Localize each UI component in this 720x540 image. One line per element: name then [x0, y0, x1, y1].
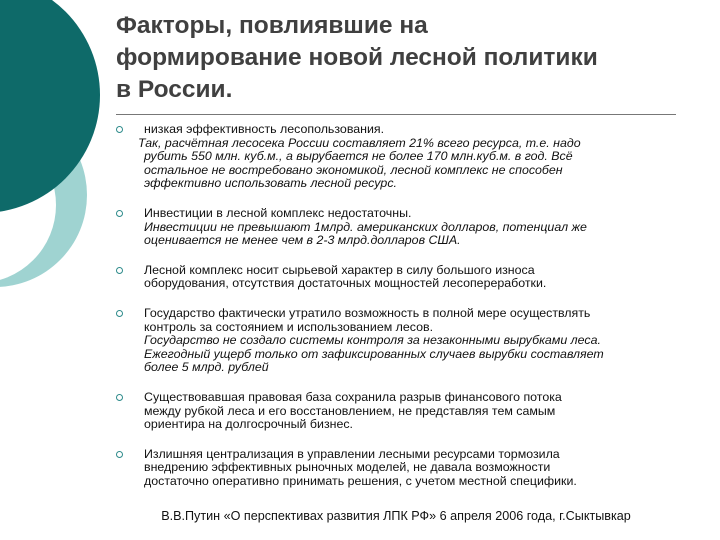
item-detail-line: Инвестиции не превышают 1млрд. американских долларов, потенциал же: [144, 219, 587, 234]
factor-list: [116, 123, 676, 488]
item-main-line: достаточно оперативно принимать решения, с учетом местной специфики.: [144, 473, 577, 488]
circle-bullet-icon: [116, 267, 123, 274]
circle-bullet-icon: [116, 451, 123, 458]
item-main-line: между рубкой леса и его восстановлением, не представляя тем самым: [144, 403, 556, 418]
list-item: [116, 123, 676, 191]
item-detail-line: Государство не создало системы контроля за незаконными вырубками леса.: [144, 333, 601, 348]
list-item: [116, 307, 676, 375]
list-item: [116, 207, 676, 248]
item-main-line: Лесной комплекс носит сырьевой характер в силу большого износа: [144, 262, 535, 277]
item-main-line: Инвестиции в лесной комплекс недостаточны.: [144, 205, 412, 220]
slide-title: [116, 10, 696, 106]
list-item: [116, 391, 676, 432]
decorative-circles: [0, 0, 110, 300]
item-main-line: низкая эффективность лесопользования.: [144, 122, 385, 136]
circle-bullet-icon: [116, 126, 123, 133]
item-main-line: оборудования, отсутствия достаточных мощностей лесопереработки.: [144, 276, 547, 291]
circle-bullet-icon: [116, 394, 123, 401]
item-detail-line: остальное не востребовано экономикой, лесной комплекс не способен: [144, 162, 563, 177]
item-detail-line: оценивается не менее чем в 2-3 млрд.долларов США.: [144, 233, 461, 248]
circle-bullet-icon: [116, 310, 123, 317]
item-main-line: Государство фактически утратило возможность в полной мере осуществлять: [144, 305, 591, 320]
item-main-line: Излишняя централизация в управлении лесными ресурсами тормозила: [144, 446, 560, 461]
source-citation: В.В.Путин «О перспективах развития ЛПК РФ» 6 апреля 2006 года, г.Сыктывкар: [161, 509, 631, 523]
title-line-3: в России.: [116, 76, 233, 103]
item-detail-line: более 5 млрд. рублей: [144, 360, 269, 375]
title-line-1: Факторы, повлиявшие на: [116, 12, 428, 39]
title-divider: [116, 114, 676, 115]
item-detail-line: Так, расчётная лесосека России составляет 21% всего ресурса, т.е. надо: [138, 135, 581, 150]
item-detail-line: рубить 550 млн. куб.м., а вырубается не более 170 млн.куб.м. в год. Всё: [144, 149, 573, 164]
item-main-line: ориентира на долгосрочный бизнес.: [144, 417, 353, 432]
item-detail-line: эффективно использовать лесной ресурс.: [144, 176, 397, 191]
title-line-2: формирование новой лесной политики: [116, 44, 598, 71]
circle-bullet-icon: [116, 210, 123, 217]
item-detail-line: Ежегодный ущерб только от зафиксированных случаев вырубки составляет: [144, 346, 604, 361]
list-item: [116, 448, 676, 489]
item-main-line: внедрению эффективных рыночных моделей, не давала возможности: [144, 460, 551, 475]
list-item: [116, 264, 676, 291]
item-main-line: контроль за состоянием и использованием лесов.: [144, 319, 434, 334]
item-main-line: Существовавшая правовая база сохранила разрыв финансового потока: [144, 389, 562, 404]
